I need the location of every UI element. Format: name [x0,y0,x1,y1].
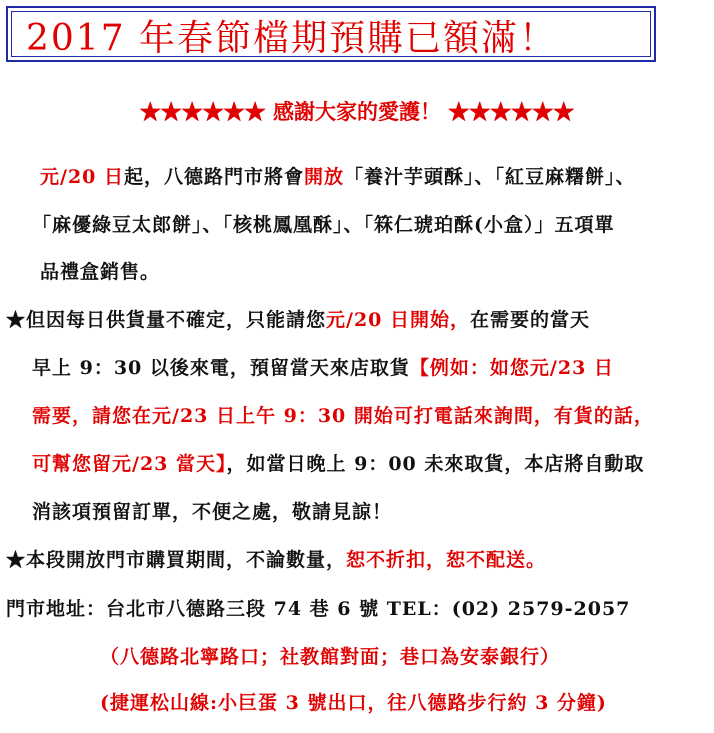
text-segment: 早上 9：30 以後來電，預留當天來店取貨 [32,357,410,379]
text-segment: 「養汁芋頭酥」、「紅豆麻糬餅」、 [344,166,636,188]
landmark-note: （八德路北寧路口；社教館對面；巷口為安泰銀行） [100,646,561,668]
page-title: 2017 年春節檔期預購已額滿！ [26,18,558,59]
mrt-directions: (捷運松山線:小巨蛋 3 號出口，往八德路步行約 3 分鐘) [100,692,607,714]
text-segment: ，如當日晚上 9：00 未來取貨，本店將自動取 [226,453,645,475]
example-highlight-end: 可幫您留元/23 當天】 [32,453,227,475]
paragraph-1-line-2: 「麻優綠豆太郎餅」、「核桃鳳凰酥」、「箖仁琥珀酥(小盒）」五項單 [32,214,615,236]
text-segment: ★本段開放門市購買期間，不論數量， [6,549,347,571]
paragraph-2-line-2 [32,353,614,380]
paragraph-2-line-1 [6,305,590,332]
date-highlight: 元/20 日 [40,166,124,188]
store-address: 門市地址：台北市八德路三段 74 巷 6 號 TEL：(02) 2579-2057 [6,598,631,620]
start-date-highlight: 元/20 日開始， [326,309,471,331]
paragraph-1-line-1 [40,162,636,189]
text-segment: 在需要的當天 [470,309,591,331]
text-segment: 起，八德路門市將會 [124,166,305,188]
paragraph-3 [6,545,546,572]
paragraph-1-line-3: 品禮盒銷售。 [40,261,161,283]
paragraph-2-line-5: 消該項預留訂單，不便之處，敬請見諒！ [32,501,393,523]
example-highlight: 【例如：如您元/23 日 [409,357,614,379]
thanks-banner: ★★★★★★ 感謝大家的愛護！ ★★★★★★ [139,99,575,124]
no-discount-highlight: 恕不折扣，恕不配送。 [346,549,547,571]
text-segment: ★但因每日供貨量不確定，只能請您 [6,309,327,331]
open-highlight: 開放 [304,166,345,188]
paragraph-2-line-3: 需要，請您在元/23 日上午 9：30 開始可打電話來詢問，有貨的話， [32,405,654,427]
paragraph-2-line-4 [32,449,644,476]
